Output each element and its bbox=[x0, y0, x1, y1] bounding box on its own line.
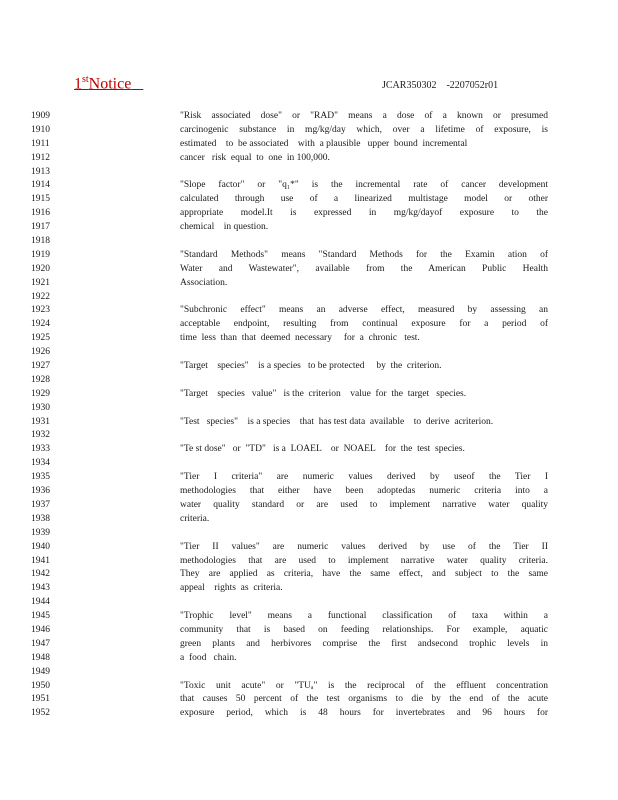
text-line: "Te st dose" or "TD" is a LOAEL or NOAEL for the test species. bbox=[180, 444, 465, 455]
text-line: "Risk associated dose" or "RAD" means a dose of a known or presumed bbox=[180, 111, 548, 121]
text-line: appeal rights as criteria. bbox=[180, 583, 283, 594]
line-number: 1946 bbox=[31, 624, 50, 635]
line-number: 1925 bbox=[31, 333, 50, 344]
text-line: chemical in question. bbox=[180, 222, 269, 233]
text-line: green plants and herbivores comprise the first andsecond trophic levels in bbox=[180, 638, 548, 649]
text-line: Water and Wastewater", available from the American Public Health bbox=[180, 263, 548, 274]
text-line: "Target species" is a species to be protected by the criterion. bbox=[180, 361, 442, 372]
line-number: 1942 bbox=[31, 569, 50, 580]
text-line: water quality standard or are used to implement narrative water quality bbox=[180, 499, 548, 510]
text-line: carcinogenic substance in mg/kg/day which, over a lifetime of exposure, is bbox=[180, 124, 548, 135]
line-number: 1930 bbox=[31, 402, 50, 413]
line-number: 1927 bbox=[31, 361, 50, 372]
text-line: "Trophic level" means a functional classification of taxa within a bbox=[180, 611, 548, 622]
line-number: 1921 bbox=[31, 277, 50, 288]
text-line: "Subchronic effect" means an adverse effect, measured by assessing an bbox=[180, 305, 548, 316]
line-number: 1913 bbox=[31, 166, 50, 177]
line-number: 1948 bbox=[31, 652, 50, 663]
line-number: 1949 bbox=[31, 666, 50, 677]
text-line: community that is based on feeding relationships. For example, aquatic bbox=[180, 624, 548, 635]
text-line: criteria. bbox=[180, 513, 210, 524]
text-line: "Target species value" is the criterion value for the target species. bbox=[180, 388, 467, 399]
line-number: 1917 bbox=[31, 222, 50, 233]
line-number: 1934 bbox=[31, 458, 50, 469]
text-line: "Test species" is a species that has test data available to derive acriterion. bbox=[180, 416, 494, 427]
text-line bbox=[180, 374, 548, 388]
text-line bbox=[180, 346, 548, 360]
line-number-column bbox=[31, 110, 50, 721]
text-line: that causes 50 percent of the test organisms to die by the end of the acute bbox=[180, 694, 548, 705]
line-number: 1920 bbox=[31, 263, 50, 274]
text-line: estimated to be associated with a plausible upper bound incremental bbox=[180, 138, 468, 149]
line-number: 1918 bbox=[31, 236, 50, 247]
line-number: 1947 bbox=[31, 638, 50, 649]
text-line: calculated through use of a linearized multistage model or other bbox=[180, 194, 548, 205]
line-number: 1935 bbox=[31, 472, 50, 483]
text-line: methodologies that are used to implement narrative water quality criteria. bbox=[180, 555, 548, 566]
line-number: 1933 bbox=[31, 444, 50, 455]
text-line: exposure period, which is 48 hours for invertebrates and 96 hours for bbox=[180, 708, 548, 719]
line-number: 1911 bbox=[31, 138, 50, 149]
line-number: 1922 bbox=[31, 291, 50, 302]
line-number: 1919 bbox=[31, 249, 50, 260]
line-number: 1916 bbox=[31, 208, 50, 219]
line-number: 1941 bbox=[31, 555, 50, 566]
text-line: time less than that deemed necessary for a chronic test. bbox=[180, 333, 420, 344]
text-line bbox=[180, 235, 548, 249]
text-line: acceptable endpoint, resulting from continual exposure for a period of bbox=[180, 319, 548, 330]
text-line: "Standard Methods" means "Standard Methods for the Examin ation of bbox=[180, 249, 548, 260]
line-number: 1909 bbox=[31, 111, 50, 121]
text-line bbox=[180, 166, 548, 180]
notice-ordinal: st bbox=[82, 74, 89, 85]
line-number: 1950 bbox=[31, 680, 50, 691]
line-number: 1924 bbox=[31, 319, 50, 330]
text-line: Association. bbox=[180, 277, 228, 288]
line-number: 1939 bbox=[31, 527, 50, 538]
line-number: 1945 bbox=[31, 611, 50, 622]
line-number: 1943 bbox=[31, 583, 50, 594]
document-code: JCAR350302 -2207052r01 bbox=[382, 80, 499, 91]
line-number: 1937 bbox=[31, 499, 50, 510]
line-number: 1931 bbox=[31, 416, 50, 427]
text-line: They are applied as criteria, have the same effect, and subject to the same bbox=[180, 569, 548, 580]
notice-label: Notice bbox=[88, 75, 132, 93]
line-number: 1938 bbox=[31, 513, 50, 524]
line-number: 1944 bbox=[31, 597, 50, 608]
line-number: 1914 bbox=[31, 180, 50, 191]
line-number: 1915 bbox=[31, 194, 50, 205]
text-line bbox=[180, 429, 548, 443]
notice-number: 1 bbox=[74, 75, 82, 93]
text-line bbox=[180, 402, 548, 416]
line-number: 1936 bbox=[31, 486, 50, 497]
text-line: appropriate model.It is expressed in mg/kg/dayof exposure to the bbox=[180, 208, 548, 219]
text-line bbox=[180, 457, 548, 471]
line-number: 1932 bbox=[31, 430, 50, 441]
line-number: 1940 bbox=[31, 541, 50, 552]
text-line bbox=[180, 666, 548, 680]
text-line: "Slope factor" or "q₁*" is the incremental rate of cancer development bbox=[180, 180, 548, 191]
text-line: cancer risk equal to one in 100,000. bbox=[180, 152, 330, 163]
line-number: 1928 bbox=[31, 374, 50, 385]
notice-heading bbox=[74, 74, 143, 93]
line-number: 1912 bbox=[31, 152, 50, 163]
line-number: 1910 bbox=[31, 124, 50, 135]
text-line: "Toxic unit acute" or "TUₐ" is the reciprocal of the effluent concentration bbox=[180, 680, 548, 691]
text-line: "Tier I criteria" are numeric values derived by useof the Tier I bbox=[180, 472, 548, 483]
line-number: 1952 bbox=[31, 708, 50, 719]
line-number: 1951 bbox=[31, 694, 50, 705]
text-line: methodologies that either have been adoptedas numeric criteria into a bbox=[180, 486, 548, 497]
text-line: a food chain. bbox=[180, 652, 237, 663]
text-line: "Tier II values" are numeric values derived by use of the Tier II bbox=[180, 541, 548, 552]
text-line bbox=[180, 596, 548, 610]
text-line bbox=[180, 291, 548, 305]
line-number: 1929 bbox=[31, 388, 50, 399]
document-body bbox=[180, 110, 548, 721]
text-line bbox=[180, 527, 548, 541]
line-number: 1923 bbox=[31, 305, 50, 316]
line-number: 1926 bbox=[31, 347, 50, 358]
